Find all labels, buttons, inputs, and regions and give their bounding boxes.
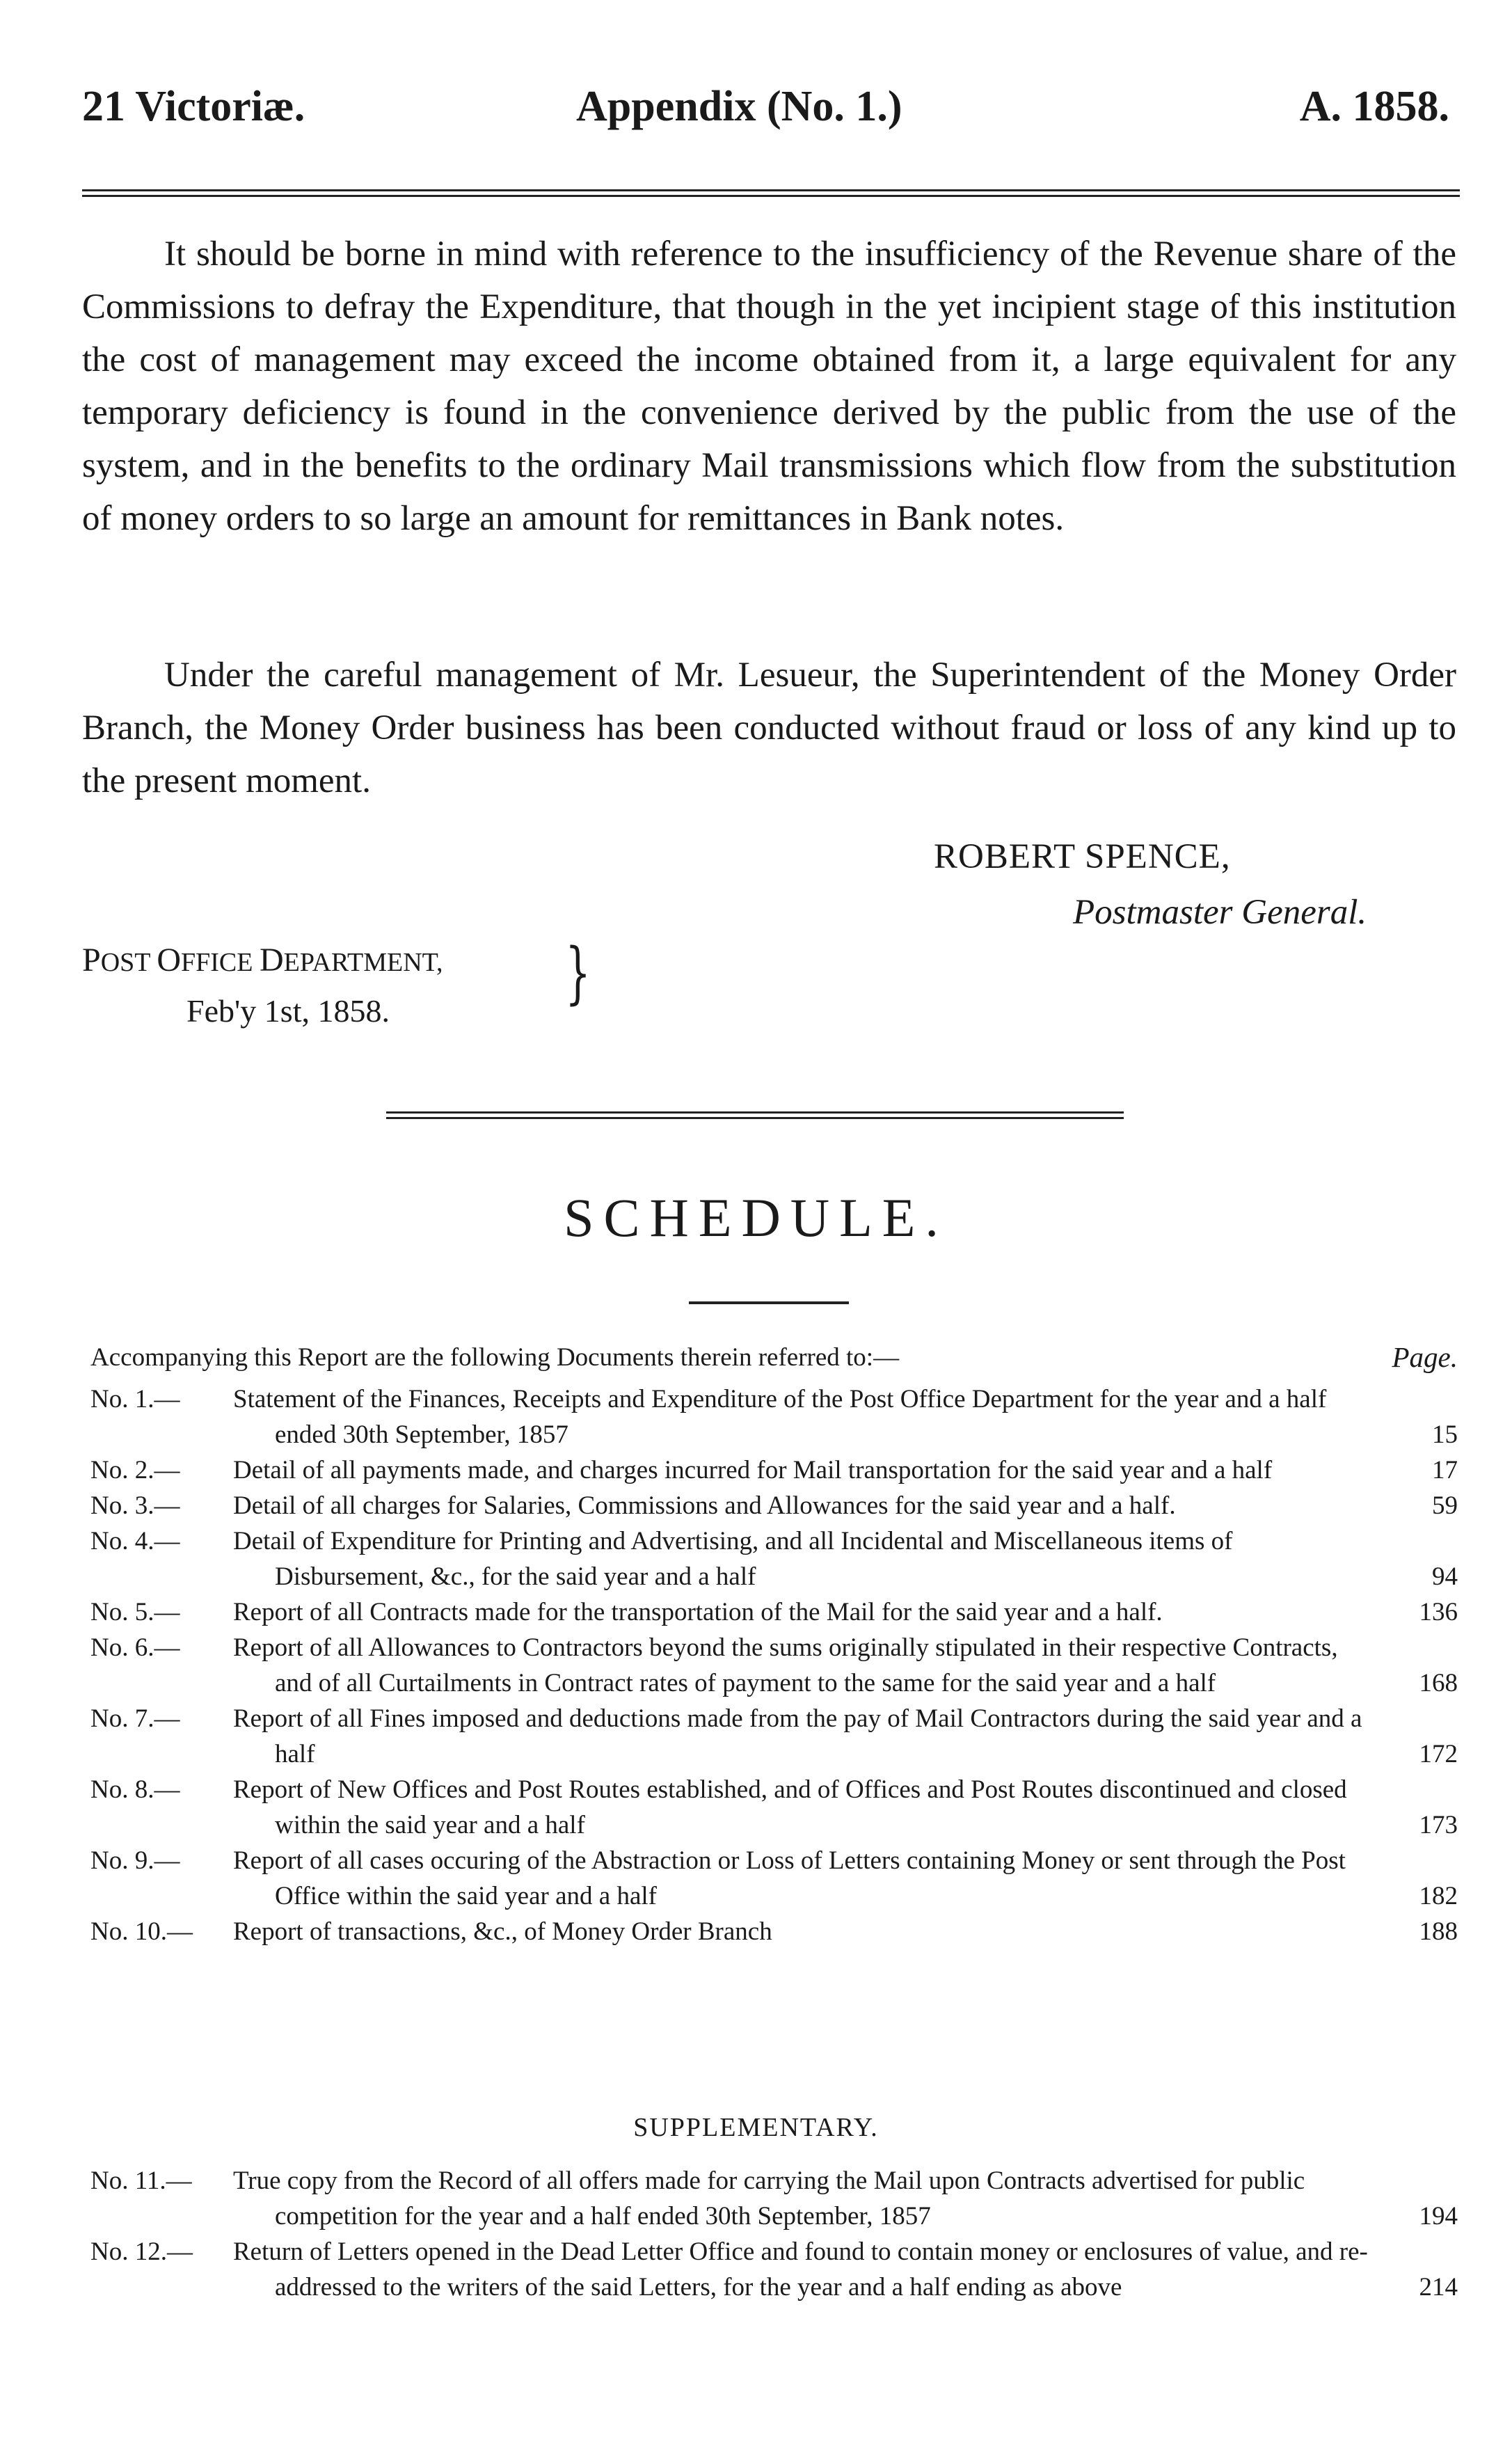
- department-date: Feb'y 1st, 1858.: [186, 993, 390, 1029]
- entry-description: Report of all Fines imposed and deductions made from the pay of Mail Contractors during the said year and a half: [233, 1704, 1362, 1768]
- entry-page: 59: [1432, 1491, 1458, 1520]
- entry-number: No. 10.—: [90, 1917, 193, 1946]
- department-address: [82, 936, 443, 1036]
- entry-number: No. 6.—: [90, 1633, 180, 1662]
- schedule-intro: [90, 1340, 1458, 1375]
- entry-number: No. 5.—: [90, 1598, 180, 1626]
- schedule-entry: [90, 1772, 1458, 1843]
- entry-description: Detail of all payments made, and charges incurred for Mail transportation for the said year and a half: [233, 1456, 1273, 1484]
- entry-number: No. 1.—: [90, 1385, 180, 1413]
- entry-description: Statement of the Finances, Receipts and Expenditure of the Post Office Department for the year and a half ended 30th September, 1857: [233, 1385, 1327, 1449]
- signature-name: ROBERT SPENCE,: [934, 837, 1231, 876]
- schedule-entry: [90, 1594, 1458, 1630]
- supplementary-list: [90, 2163, 1458, 2305]
- running-head: [82, 82, 1463, 145]
- entry-page: 194: [1419, 2202, 1458, 2231]
- entry-number: No. 2.—: [90, 1456, 180, 1484]
- schedule-entry: [90, 1381, 1458, 1452]
- department-name: POST OFFICE DEPARTMENT,: [82, 942, 443, 979]
- entry-page: 15: [1432, 1420, 1458, 1449]
- schedule-entry: [90, 1914, 1458, 1949]
- schedule-entry: [90, 1630, 1458, 1701]
- entry-page: 168: [1419, 1669, 1458, 1697]
- entry-description: Return of Letters opened in the Dead Letter Office and found to contain money or enclosures of value, and re-addressed to the writers of the said Letters, for the year and a half ending as above: [233, 2237, 1368, 2301]
- entry-page: 182: [1419, 1882, 1458, 1910]
- schedule-intro-text: Accompanying this Report are the following Documents therein referred to:—: [90, 1343, 900, 1372]
- schedule-entry: [90, 1843, 1458, 1914]
- entry-page: 136: [1419, 1598, 1458, 1626]
- year-label: A. 1858.: [1299, 83, 1449, 130]
- session-label: 21 Victoriæ.: [82, 83, 305, 130]
- entry-number: No. 8.—: [90, 1775, 180, 1804]
- entry-number: No. 9.—: [90, 1846, 180, 1875]
- signature-title: Postmaster General.: [1073, 893, 1367, 932]
- entry-description: Report of New Offices and Post Routes established, and of Offices and Post Routes discontinued and closed within the said year and a half: [233, 1775, 1347, 1839]
- entry-description: Report of all cases occuring of the Abstraction or Loss of Letters containing Money or sent through the Post Office within the said year and a half: [233, 1846, 1346, 1910]
- schedule-entry: [90, 1701, 1458, 1772]
- brace-glyph: }: [565, 934, 591, 1012]
- supplementary-heading: SUPPLEMENTARY.: [633, 2113, 879, 2142]
- schedule-list: [90, 1381, 1458, 1949]
- entry-page: 188: [1419, 1917, 1458, 1946]
- entry-page: 173: [1419, 1811, 1458, 1839]
- entry-description: Detail of Expenditure for Printing and Advertising, and all Incidental and Miscellaneous items of Disbursement, &c., for the said year and a half: [233, 1527, 1233, 1591]
- schedule-entry: [90, 1452, 1458, 1488]
- page-column-label: Page.: [1392, 1341, 1458, 1373]
- schedule-entry: [90, 1488, 1458, 1523]
- paragraph-revenue: It should be borne in mind with reference to the insufficiency of the Revenue share of the Commissions to defray the Expenditure, that though in the yet incipient stage of this institution the cost of management may exceed the income obtained from it, a large equivalent for any temporary deficiency is found in the convenience derived by the public from the use of the system, and in the benefits to the ordinary Mail transmissions which flow from the substitution of money orders to so large an amount for remittances in Bank notes.: [82, 235, 1456, 538]
- entry-number: No. 11.—: [90, 2166, 192, 2195]
- schedule-entry: [90, 2234, 1458, 2305]
- entry-number: No. 7.—: [90, 1704, 180, 1733]
- entry-number: No. 12.—: [90, 2237, 193, 2266]
- entry-description: Report of all Contracts made for the transportation of the Mail for the said year and a half.: [233, 1598, 1163, 1626]
- entry-number: No. 3.—: [90, 1491, 180, 1520]
- entry-page: 172: [1419, 1740, 1458, 1768]
- entry-page: 17: [1432, 1456, 1458, 1484]
- entry-description: Report of transactions, &c., of Money Order Branch: [233, 1917, 772, 1946]
- paragraph-management: Under the careful management of Mr. Lesueur, the Superintendent of the Money Order Branch, the Money Order business has been conducted without fraud or loss of any kind up to the present moment.: [82, 656, 1456, 800]
- schedule-entry: [90, 1523, 1458, 1594]
- title-underline: [689, 1301, 849, 1304]
- header-rule: [82, 189, 1460, 197]
- entry-description: Report of all Allowances to Contractors beyond the sums originally stipulated in their respective Contracts, and of all Curtailments in Contract rates of payment to the same for the said year and a half: [233, 1633, 1338, 1697]
- entry-description: True copy from the Record of all offers made for carrying the Mail upon Contracts advertised for public competition for the year and a half ended 30th September, 1857: [233, 2166, 1305, 2231]
- schedule-title: SCHEDULE.: [564, 1187, 948, 1248]
- entry-description: Detail of all charges for Salaries, Commissions and Allowances for the said year and a half.: [233, 1491, 1176, 1520]
- schedule-entry: [90, 2163, 1458, 2234]
- entry-page: 214: [1419, 2273, 1458, 2301]
- entry-page: 94: [1432, 1562, 1458, 1591]
- appendix-label: Appendix (No. 1.): [576, 83, 902, 130]
- section-rule: [386, 1111, 1124, 1119]
- entry-number: No. 4.—: [90, 1527, 180, 1555]
